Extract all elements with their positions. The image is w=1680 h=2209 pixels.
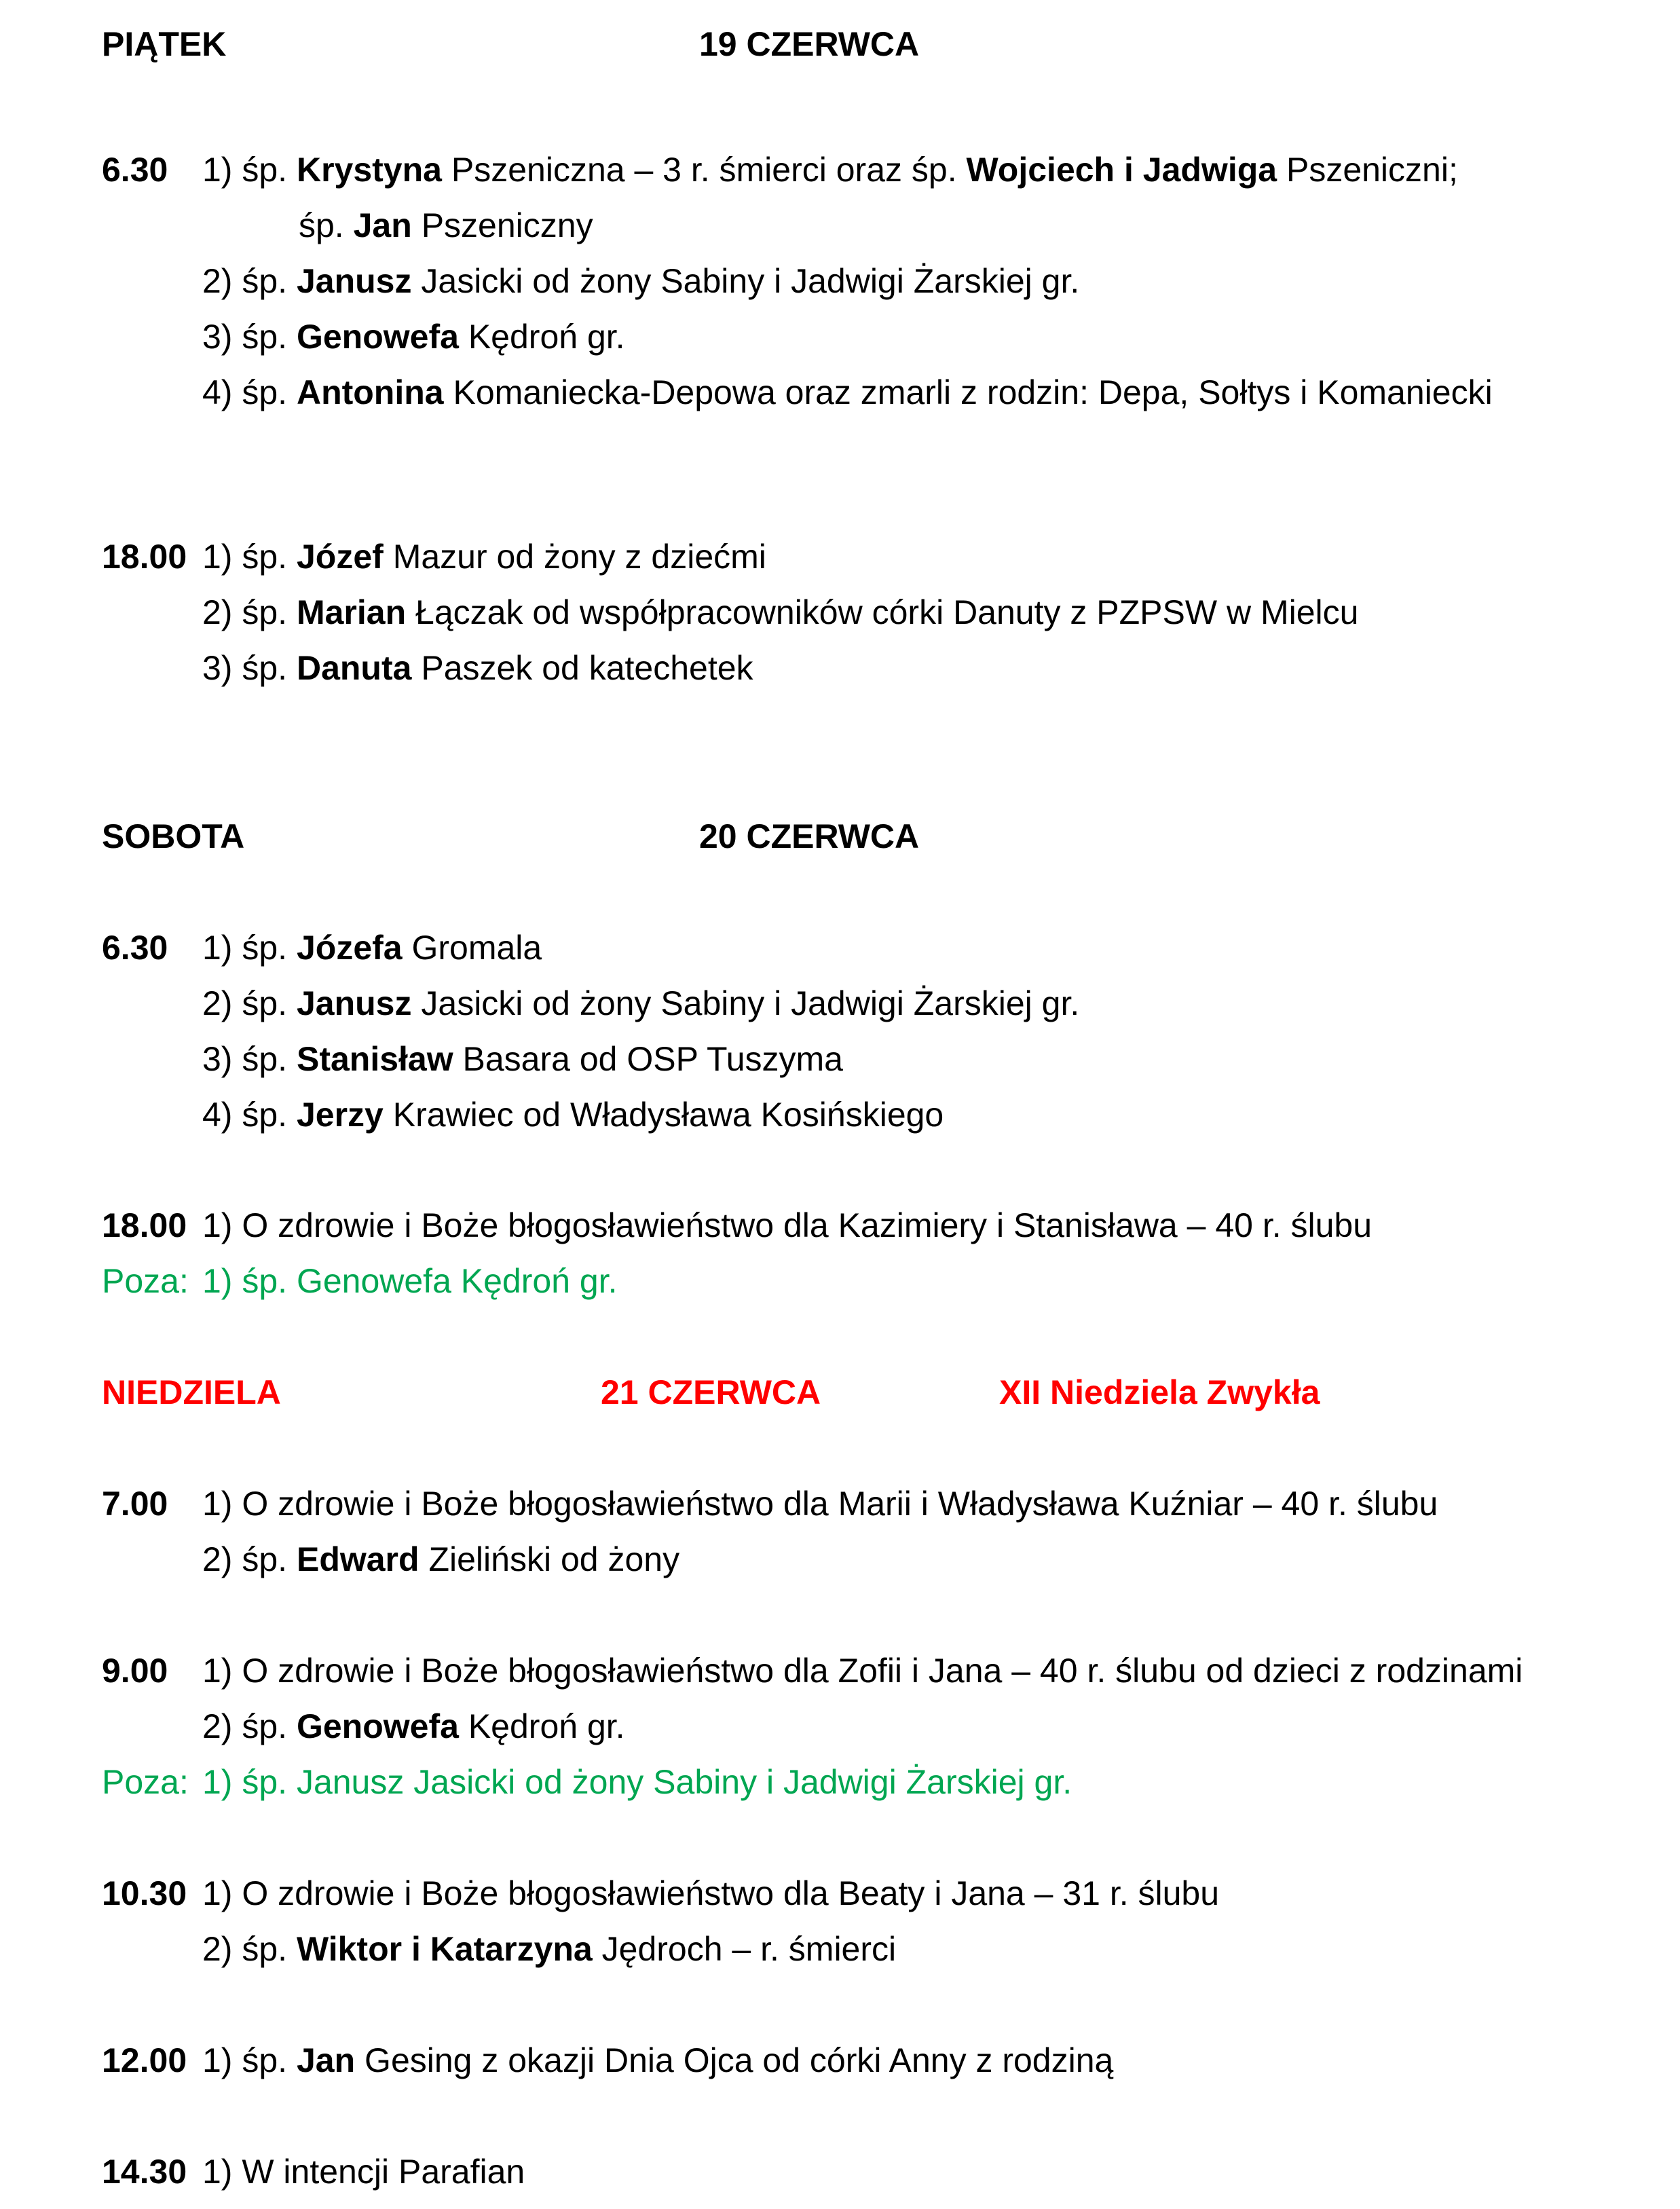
date-heading: 20 CZERWCA bbox=[699, 817, 920, 855]
poza-label: Poza: bbox=[102, 1262, 189, 1300]
date-heading: 19 CZERWCA bbox=[699, 25, 920, 63]
intention-line: 1) O zdrowie i Boże błogosławieństwo dla Zofii i Jana – 40 r. ślubu od dzieci z rodzinami bbox=[202, 1652, 1523, 1690]
intention-line: 3) śp. Danuta Paszek od katechetek bbox=[202, 649, 753, 687]
intention-line: 1) W intencji Parafian bbox=[202, 2153, 525, 2191]
day-heading: NIEDZIELA bbox=[102, 1373, 281, 1411]
mass-time: 7.00 bbox=[102, 1485, 168, 1523]
poza-intention: 1) śp. Janusz Jasicki od żony Sabiny i Jadwigi Żarskiej gr. bbox=[202, 1763, 1072, 1801]
intention-line: 1) śp. Józefa Gromala bbox=[202, 929, 542, 967]
mass-time: 6.30 bbox=[102, 929, 168, 967]
intention-line: 2) śp. Genowefa Kędroń gr. bbox=[202, 1707, 625, 1745]
mass-time: 9.00 bbox=[102, 1652, 168, 1690]
mass-time: 18.00 bbox=[102, 1206, 187, 1244]
intention-line: 1) śp. Krystyna Pszeniczna – 3 r. śmierci oraz śp. Wojciech i Jadwiga Pszeniczni; bbox=[202, 151, 1458, 189]
intention-line: 2) śp. Wiktor i Katarzyna Jędroch – r. śmierci bbox=[202, 1930, 897, 1968]
mass-time: 10.30 bbox=[102, 1874, 187, 1912]
intention-line: 4) śp. Antonina Komaniecka-Depowa oraz zmarli z rodzin: Depa, Sołtys i Komaniecki bbox=[202, 373, 1493, 411]
intention-line: 1) O zdrowie i Boże błogosławieństwo dla Kazimiery i Stanisława – 40 r. ślubu bbox=[202, 1206, 1373, 1244]
mass-time: 18.00 bbox=[102, 538, 187, 576]
poza-label: Poza: bbox=[102, 1763, 189, 1801]
intention-line: śp. Jan Pszeniczny bbox=[299, 206, 593, 244]
intention-line: 2) śp. Janusz Jasicki od żony Sabiny i Jadwigi Żarskiej gr. bbox=[202, 262, 1080, 300]
mass-time: 14.30 bbox=[102, 2153, 187, 2191]
intention-line: 3) śp. Genowefa Kędroń gr. bbox=[202, 318, 625, 356]
intention-line: 1) O zdrowie i Boże błogosławieństwo dla Marii i Władysława Kuźniar – 40 r. ślubu bbox=[202, 1485, 1438, 1523]
day-heading: SOBOTA bbox=[102, 817, 245, 855]
intention-line: 2) śp. Marian Łączak od współpracowników córki Danuty z PZPSW w Mielcu bbox=[202, 593, 1359, 631]
intention-line: 1) śp. Jan Gesing z okazji Dnia Ojca od córki Anny z rodziną bbox=[202, 2041, 1114, 2079]
mass-time: 12.00 bbox=[102, 2041, 187, 2079]
mass-time: 6.30 bbox=[102, 151, 168, 189]
day-heading: PIĄTEK bbox=[102, 25, 227, 63]
intention-line: 3) śp. Stanisław Basara od OSP Tuszyma bbox=[202, 1040, 843, 1078]
liturgical-day: XII Niedziela Zwykła bbox=[999, 1373, 1320, 1411]
poza-intention: 1) śp. Genowefa Kędroń gr. bbox=[202, 1262, 618, 1300]
intention-line: 1) śp. Józef Mazur od żony z dziećmi bbox=[202, 538, 766, 576]
intention-line: 2) śp. Janusz Jasicki od żony Sabiny i Jadwigi Żarskiej gr. bbox=[202, 984, 1080, 1022]
intention-line: 4) śp. Jerzy Krawiec od Władysława Kosińskiego bbox=[202, 1096, 944, 1134]
intention-line: 2) śp. Edward Zieliński od żony bbox=[202, 1540, 680, 1578]
date-heading: 21 CZERWCA bbox=[601, 1373, 821, 1411]
intention-line: 1) O zdrowie i Boże błogosławieństwo dla Beaty i Jana – 31 r. ślubu bbox=[202, 1874, 1220, 1912]
